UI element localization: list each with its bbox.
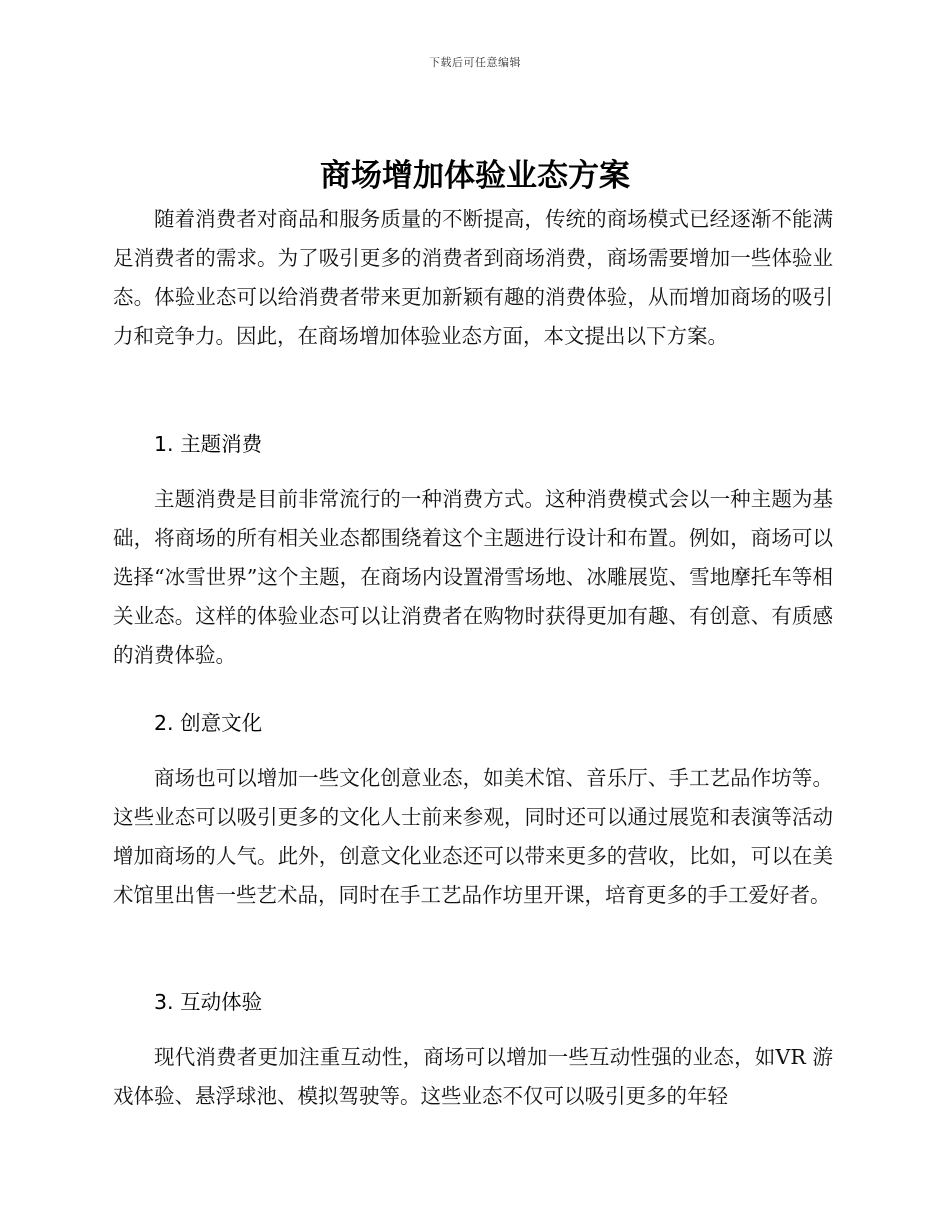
section-1 [113,425,833,464]
section-paragraph: 商场也可以增加一些文化创意业态，如美术馆、音乐厅、手工艺品作坊等。这些业态可以吸引更多的文化人士前来参观，同时还可以通过展览和表演等活动增加商场的人气。此外，创意文化业态还可以带来更多的营收，比如，可以在美术馆里出售一些艺术品，同时在手工艺品作坊里开课，培育更多的手工爱好者。 [113,766,833,907]
section-heading: 2. 创意文化 [154,711,263,735]
section-3-body [113,1038,833,1116]
section-2-body [113,759,833,915]
section-1-body [113,480,833,675]
section-heading: 1. 主题消费 [154,432,263,456]
page-header: 下载后可任意编辑 [429,56,521,69]
section-paragraph: 主题消费是目前非常流行的一种消费方式。这种消费模式会以一种主题为基础，将商场的所有相关业态都围绕着这个主题进行设计和布置。例如，商场可以选择“冰雪世界”这个主题，在商场内设置滑雪场地、冰雕展览、雪地摩托车等相关业态。这样的体验业态可以让消费者在购物时获得更加有趣、有创意、有质感的消费体验。 [113,487,833,667]
intro-paragraph: 随着消费者对商品和服务质量的不断提高，传统的商场模式已经逐渐不能满足消费者的需求。为了吸引更多的消费者到商场消费，商场需要增加一些体验业态。体验业态可以给消费者带来更加新颖有趣的消费体验，从而增加商场的吸引力和竞争力。因此，在商场增加体验业态方面，本文提出以下方案。 [113,207,833,348]
section-paragraph: 现代消费者更加注重互动性，商场可以增加一些互动性强的业态，如VR 游戏体验、悬浮球池、模拟驾驶等。这些业态不仅可以吸引更多的年轻 [113,1045,833,1108]
intro-block [113,200,833,356]
document-title: 商场增加体验业态方案 [320,158,630,194]
section-heading: 3. 互动体验 [154,990,263,1014]
section-3 [113,983,833,1022]
section-2 [113,704,833,743]
